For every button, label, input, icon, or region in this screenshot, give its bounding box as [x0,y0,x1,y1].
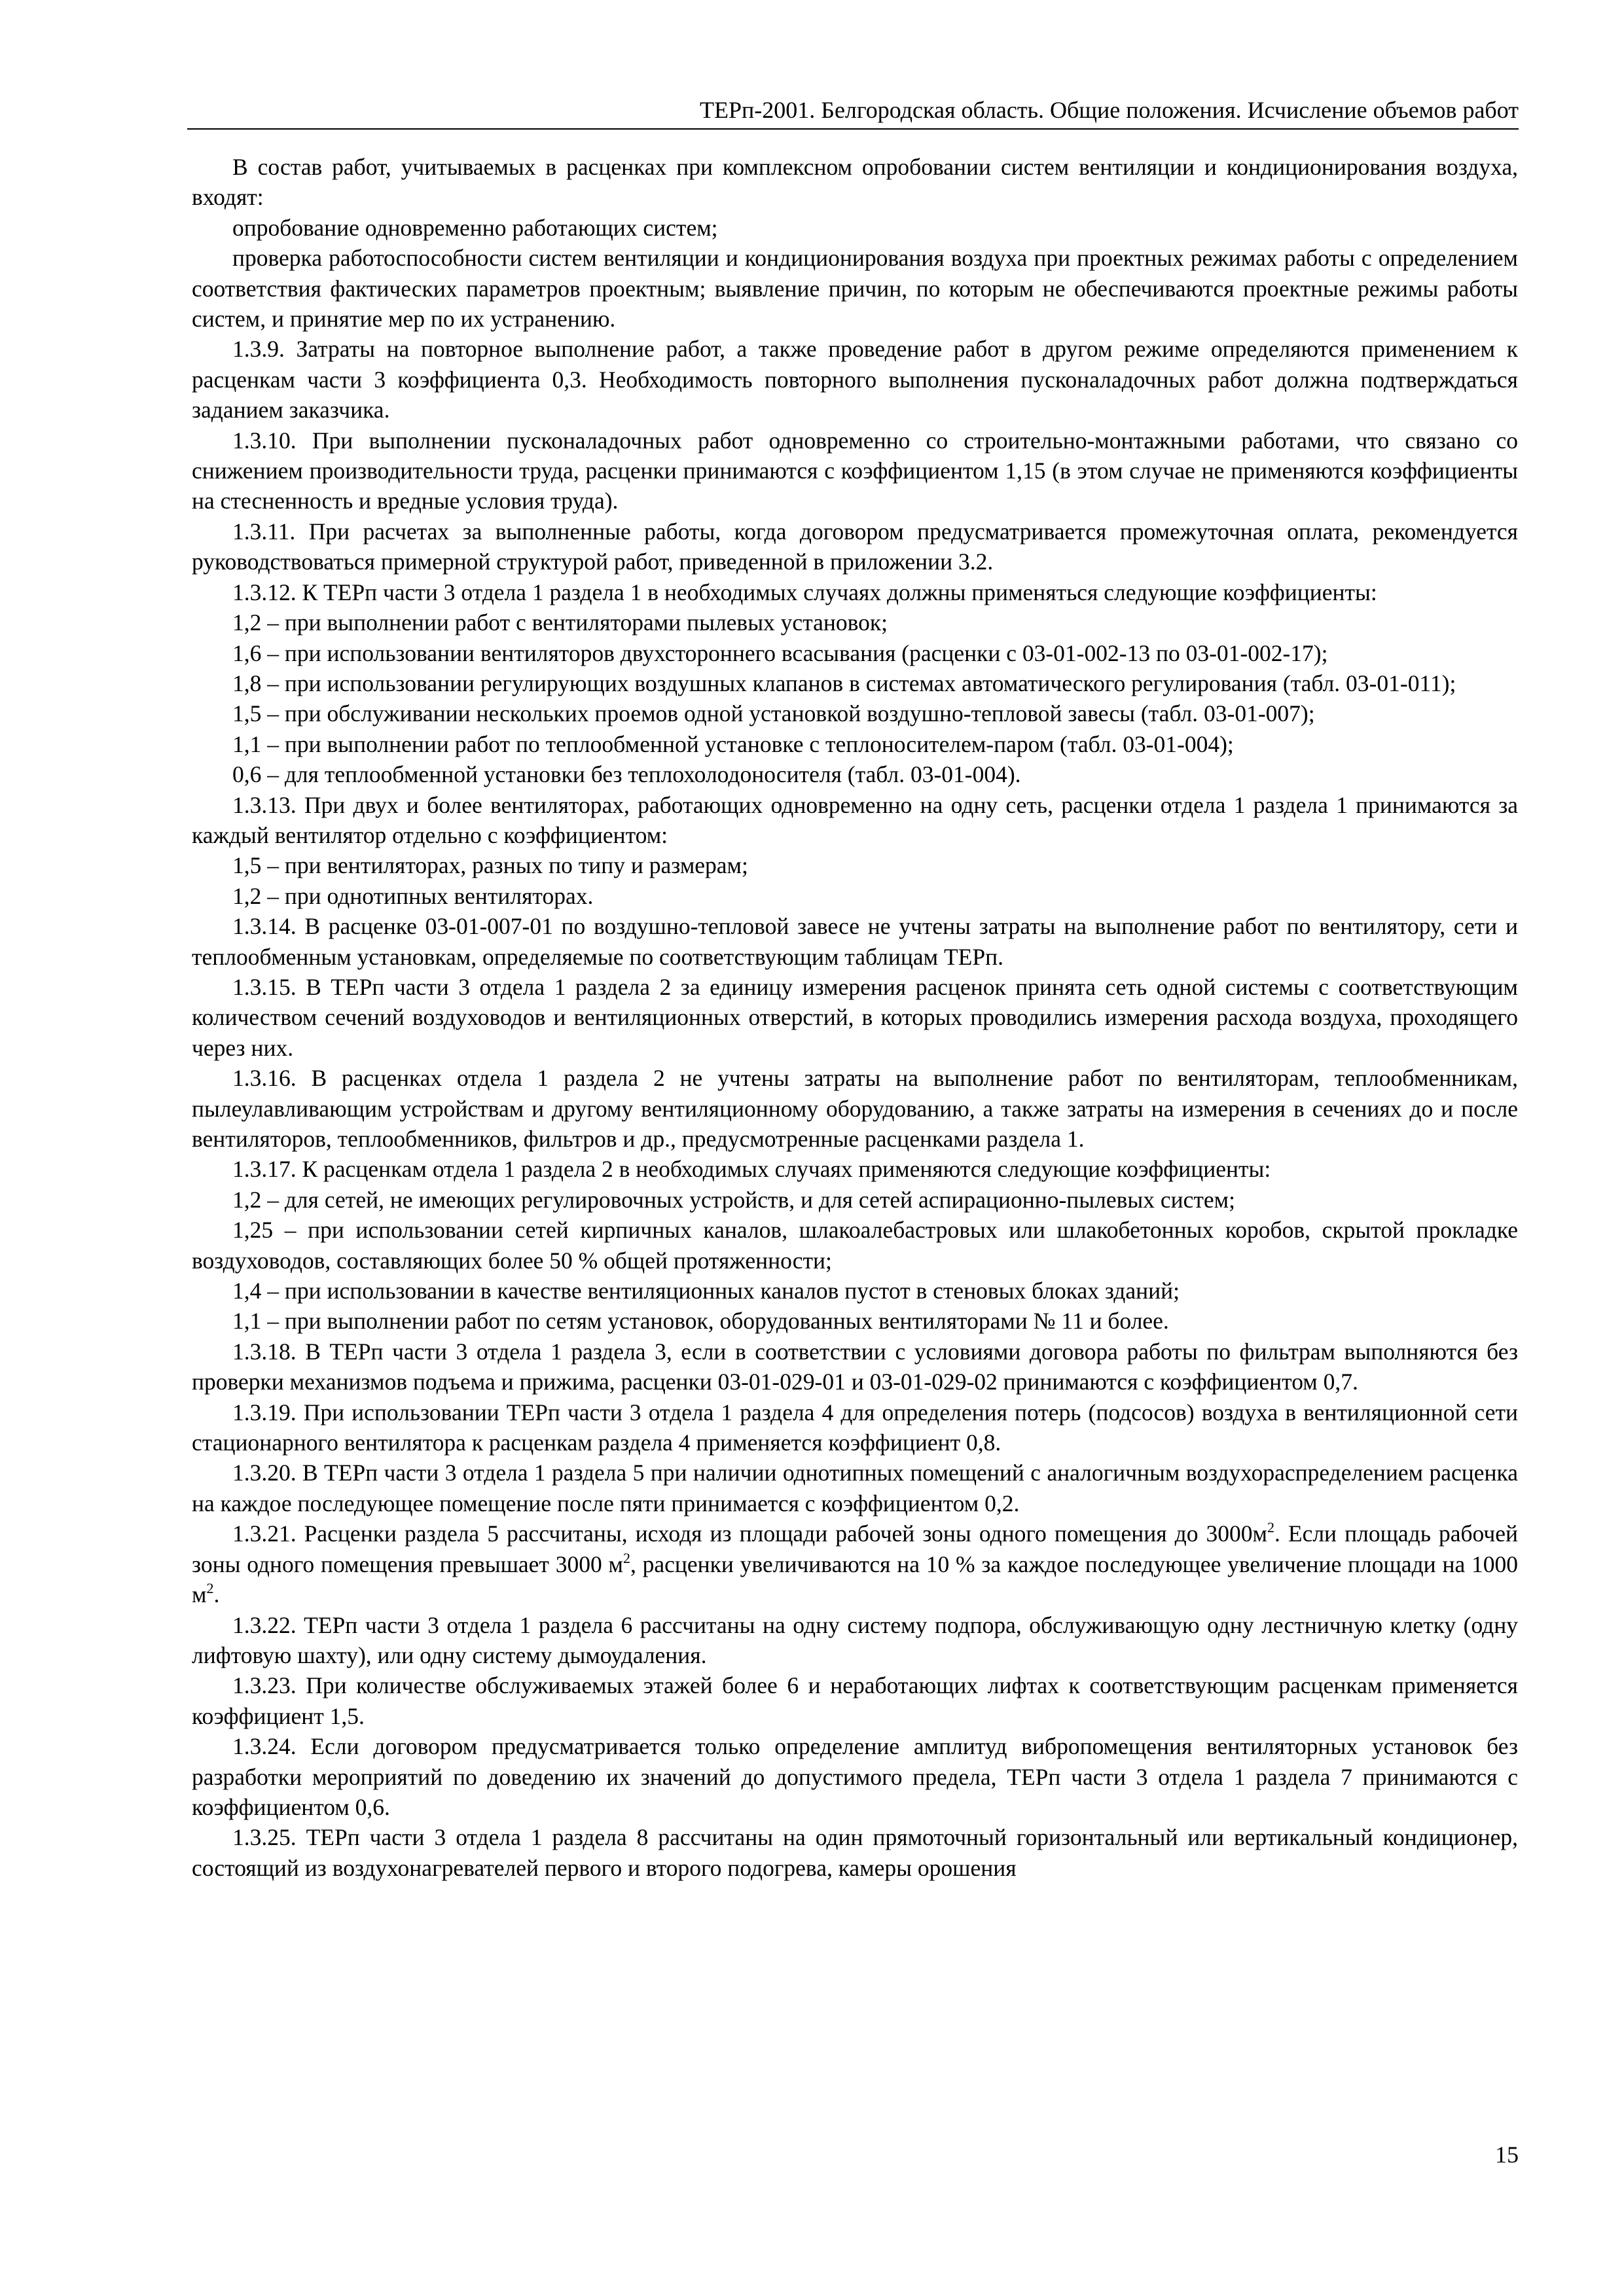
paragraph-1-3-20: 1.3.20. В ТЕРп части 3 отдела 1 раздела 5 при наличии однотипных помещений с аналогичным воздухораспределением расценка на каждое последующее помещение после пяти принимается с коэффициентом 0,2. [192,1460,1518,1516]
paragraph-1-3-19: 1.3.19. При использовании ТЕРп части 3 отдела 1 раздела 4 для определения потерь (подсосов) воздуха в вентиляционной сети стационарного вентилятора к расценкам раздела 4 применяется коэффициент 0,8. [192,1399,1518,1456]
paragraph-1-3-11: 1.3.11. При расчетах за выполненные работы, когда договором предусматривается промежуточная оплата, рекомендуется руководствоваться примерной структурой работ, приведенной в приложении 3.2. [192,518,1518,575]
header-rule [187,128,1519,130]
paragraph: В состав работ, учитываемых в расценках при комплексном опробовании систем вентиляции и кондиционирования воздуха, входят: [192,154,1518,211]
document-body [192,152,1518,1883]
paragraph-1-3-12: 1.3.12. К ТЕРп части 3 отдела 1 раздела 1 в необходимых случаях должны применяться следующие коэффициенты: [232,579,1377,605]
coefficient-item: 1,8 – при использовании регулирующих воздушных клапанов в системах автоматического регулирования (табл. 03-01-011); [232,670,1456,696]
paragraph-1-3-17: 1.3.17. К расценкам отдела 1 раздела 2 в необходимых случаях применяются следующие коэффициенты: [232,1156,1271,1183]
paragraph-1-3-24: 1.3.24. Если договором предусматривается только определение амплитуд вибропомещения вентиляторных установок без разработки мероприятий по доведению их значений до допустимого предела, ТЕРп части 3 отдела 1 раздела 7 принимаются с коэффициентом 0,6. [192,1733,1518,1820]
coefficient-item: 0,6 – для теплообменной установки без теплохолодоносителя (табл. 03-01-004). [232,761,1021,788]
paragraph-1-3-14: 1.3.14. В расценке 03-01-007-01 по воздушно-тепловой завесе не учтены затраты на выполнение работ по вентилятору, сети и теплообменным установкам, определяемые по соответствующим таблицам ТЕРп. [192,913,1518,970]
paragraph: опробование одновременно работающих систем; [232,214,718,241]
paragraph-1-3-9: 1.3.9. Затраты на повторное выполнение работ, а также проведение работ в другом режиме определяются применением к расценкам части 3 коэффициента 0,3. Необходимость повторного выполнения пусконаладочных работ должна подтверждаться заданием заказчика. [192,336,1518,423]
superscript: 2 [206,1580,214,1597]
coefficient-item: 1,2 – для сетей, не имеющих регулировочных устройств, и для сетей аспирационно-пылевых систем; [232,1186,1235,1213]
paragraph-1-3-10: 1.3.10. При выполнении пусконаладочных работ одновременно со строительно-монтажными работами, что связано со снижением производительности труда, расценки принимаются с коэффициентом 1,15 (в этом случае не применяются коэффициенты на стесненность и вредные условия труда). [192,427,1518,514]
coefficient-item: 1,4 – при использовании в качестве вентиляционных каналов пустот в стеновых блоках зданий; [232,1278,1180,1304]
p21-text: . [213,1581,220,1608]
coefficient-item: 1,2 – при однотипных вентиляторах. [232,882,594,909]
coefficient-item: 1,6 – при использовании вентиляторов двухстороннего всасывания (расценки с 03-01-002-13 по 03-01-002-17); [232,639,1328,666]
paragraph: проверка работоспособности систем вентиляции и кондиционирования воздуха при проектных режимах работы с определением соответствия фактических параметров проектным; выявление причин, по которым не обеспечиваются проектные режимы работы систем, и принятие мер по их устранению. [192,245,1518,332]
coefficient-item: 1,5 – при вентиляторах, разных по типу и размерам; [232,852,748,879]
p21-text: 1.3.21. Расценки раздела 5 рассчитаны, исходя из площади рабочей зоны одного помещения до 3000м [232,1520,1267,1547]
paragraph-1-3-21 [192,1518,1518,1609]
p21-text: . Если площадь рабочей зоны одного помещения превышает 3000 м [192,1520,1518,1577]
superscript: 2 [1267,1519,1274,1536]
paragraph-1-3-25: 1.3.25. ТЕРп части 3 отдела 1 раздела 8 рассчитаны на один прямоточный горизонтальный или вертикальный кондиционер, состоящий из воздухонагревателей первого и второго подогрева, камеры орошения [192,1824,1518,1881]
paragraph-1-3-18: 1.3.18. В ТЕРп части 3 отдела 1 раздела 3, если в соответствии с условиями договора работы по фильтрам выполняются без проверки механизмов подъема и прижима, расценки 03-01-029-01 и 03-01-029-02 принимаются с коэффициентом 0,7. [192,1338,1518,1395]
paragraph-1-3-23: 1.3.23. При количестве обслуживаемых этажей более 6 и неработающих лифтах к соответствующим расценкам применяется коэффициент 1,5. [192,1672,1518,1729]
coefficient-item: 1,1 – при выполнении работ по сетям установок, оборудованных вентиляторами № 11 и более. [232,1308,1169,1335]
coefficient-item: 1,5 – при обслуживании нескольких проемов одной установкой воздушно-тепловой завесы (табл. 03-01-007); [232,700,1315,727]
paragraph-1-3-15: 1.3.15. В ТЕРп части 3 отдела 1 раздела 2 за единицу измерения расценок принята сеть одной системы с соответствующим количеством сечений воздуховодов и вентиляционных отверстий, в которых проводились измерения расхода воздуха, проходящего через них. [192,973,1518,1061]
coefficient-item: 1,1 – при выполнении работ по теплообменной установке с теплоносителем-паром (табл. 03-01-004); [232,730,1234,757]
p21-text: , расценки увеличиваются на 10 % за каждое последующее увеличение площади на 1000 м [192,1551,1518,1608]
paragraph-1-3-13: 1.3.13. При двух и более вентиляторах, работающих одновременно на одну сеть, расценки отдела 1 раздела 1 принимаются за каждый вентилятор отдельно с коэффициентом: [192,791,1518,848]
running-header: ТЕРп-2001. Белгородская область. Общие положения. Исчисление объемов работ [700,97,1519,123]
page-number: 15 [1495,2142,1519,2168]
paragraph-1-3-16: 1.3.16. В расценках отдела 1 раздела 2 не учтены затраты на выполнение работ по вентиляторам, теплообменникам, пылеулавливающим устройствам и другому вентиляционному оборудованию, а также затраты на измерения в сечениях до и после вентиляторов, теплообменников, фильтров и др., предусмотренные расценками раздела 1. [192,1065,1518,1152]
coefficient-item: 1,2 – при выполнении работ с вентиляторами пылевых установок; [232,609,888,636]
paragraph-1-3-22: 1.3.22. ТЕРп части 3 отдела 1 раздела 6 рассчитаны на одну систему подпора, обслуживающую одну лестничную клетку (одну лифтовую шахту), или одну систему дымоудаления. [192,1611,1518,1668]
superscript: 2 [623,1549,630,1566]
coefficient-item: 1,25 – при использовании сетей кирпичных каналов, шлакоалебастровых или шлакобетонных коробов, скрытой прокладке воздуховодов, составляющих более 50 % общей протяженности; [192,1217,1518,1274]
